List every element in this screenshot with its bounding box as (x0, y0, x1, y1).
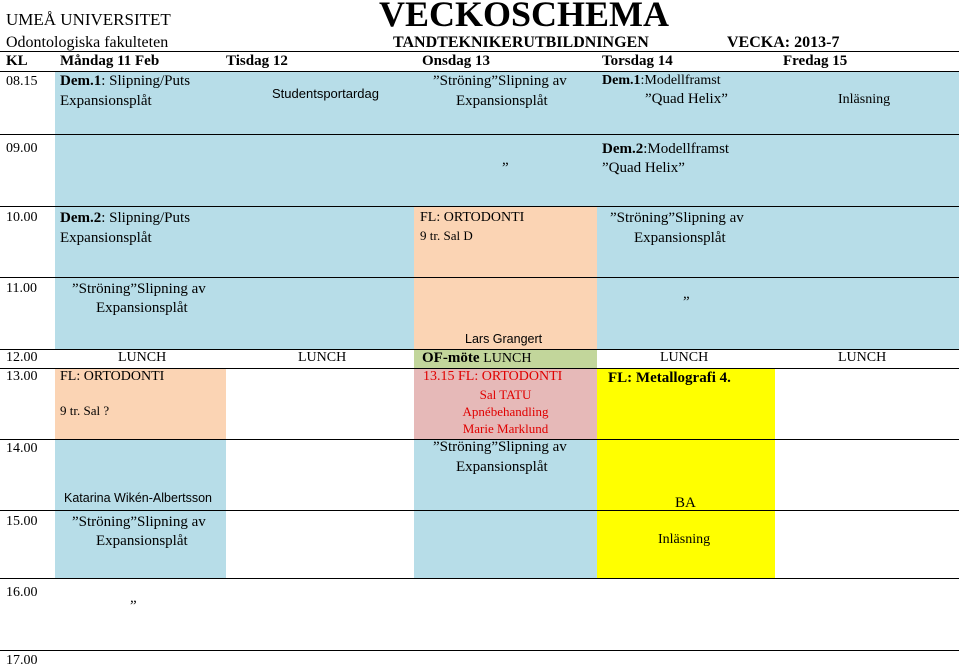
time-1200: 12.00 (6, 350, 38, 365)
grid-line (0, 578, 959, 579)
tue-blue-column (226, 71, 414, 349)
grid-line (0, 71, 959, 72)
wed-s815-line2: Expansionsplåt (456, 93, 548, 109)
time-1400: 14.00 (6, 441, 38, 456)
thu-dem2-rest: :Modellframst (643, 141, 730, 157)
mon-dem2-sub: Expansionsplåt (60, 230, 152, 246)
thu-inlasning: Inläsning (658, 532, 711, 547)
day-thursday: Torsdag 14 (602, 53, 673, 69)
time-1500: 15.00 (6, 514, 38, 529)
mon-fl-line2: 9 tr. Sal ? (60, 403, 110, 418)
thu-dem2 (602, 141, 729, 158)
thu-s10-line1: ”Ströning”Slipning av (610, 210, 744, 226)
page-title: VECKOSCHEMA (379, 0, 670, 34)
grid-line (0, 277, 959, 278)
thu-s10-line2: Expansionsplåt (634, 230, 726, 246)
thu-ba: BA (675, 495, 696, 511)
mon-fl-teacher: Katarina Wikén-Albertsson (64, 491, 212, 505)
mon-dem2-prefix: Dem.2 (60, 210, 102, 226)
faculty-name: Odontologiska fakulteten (6, 34, 169, 51)
wed-s13-line1: 13.15 FL: ORTODONTI (423, 369, 563, 384)
wed-fl-line1: FL: ORTODONTI (420, 210, 525, 225)
time-1000: 10.00 (6, 210, 38, 225)
mon-fl-line1: FL: ORTODONTI (60, 369, 165, 384)
mon-s16-ditto: ” (130, 598, 137, 614)
mon-s11-line2: Expansionsplåt (96, 300, 188, 316)
day-friday: Fredag 15 (783, 53, 848, 69)
week-label: VECKA: 2013-7 (727, 34, 840, 51)
day-monday: Måndag 11 Feb (60, 53, 160, 69)
thu-dem2-sub: ”Quad Helix” (602, 160, 685, 176)
thu-fl: FL: Metallografi 4. (608, 370, 731, 386)
thu-dem2-prefix: Dem.2 (602, 141, 644, 157)
time-0900: 09.00 (6, 141, 38, 156)
mon-dem1-rest: : Slipning/Puts (101, 73, 191, 89)
time-1100: 11.00 (6, 281, 37, 296)
grid-line (0, 650, 959, 651)
thu-s11-ditto: ” (683, 294, 690, 310)
wed-ofmote (422, 350, 531, 367)
grid-line (0, 206, 959, 207)
program-name: TANDTEKNIKERUTBILDNINGEN (393, 34, 649, 51)
tue-sport: Studentsportardag (272, 86, 379, 101)
wed-fl-line2: 9 tr. Sal D (420, 228, 473, 243)
tue-lunch: LUNCH (298, 350, 347, 365)
wed-s14-line1: ”Ströning”Slipning av (433, 439, 567, 455)
fri-blue-morning (775, 71, 959, 349)
mon-s15-line1: ”Ströning”Slipning av (72, 514, 206, 530)
thu-lunch: LUNCH (660, 350, 709, 365)
wed-lunch: LUNCH (483, 351, 532, 366)
thu-dem1-rest: :Modellframst (640, 73, 721, 88)
mon-dem1 (60, 73, 190, 90)
day-wednesday: Onsdag 13 (422, 53, 490, 69)
wed-s13-line3: Apnébehandling (462, 404, 549, 419)
kl-header: KL (6, 53, 28, 69)
grid-line (0, 134, 959, 135)
time-0815: 08.15 (6, 74, 38, 89)
grid-line (0, 510, 959, 511)
fri-inlasning: Inläsning (838, 92, 891, 107)
mon-dem2-rest: : Slipning/Puts (101, 210, 191, 226)
day-tuesday: Tisdag 12 (226, 53, 288, 69)
time-1600: 16.00 (6, 585, 38, 600)
mon-dem1-prefix: Dem.1 (60, 73, 102, 89)
time-1700: 17.00 (6, 653, 38, 668)
wed-s13-line4: Marie Marklund (462, 421, 549, 436)
thu-dem1-sub: ”Quad Helix” (645, 91, 728, 107)
wed-s9-ditto: ” (502, 160, 509, 176)
wed-teacher: Lars Grangert (465, 332, 543, 346)
wed-s815-line1: ”Ströning”Slipning av (433, 73, 567, 89)
thu-dem1 (602, 73, 721, 89)
mon-dem1-sub: Expansionsplåt (60, 93, 152, 109)
university-name: UMEÅ UNIVERSITET (6, 10, 171, 29)
mon-blue-afternoon (55, 439, 226, 578)
mon-s15-line2: Expansionsplåt (96, 533, 188, 549)
fri-lunch: LUNCH (838, 350, 887, 365)
wed-s13-line2: Sal TATU (479, 387, 532, 402)
thu-dem1-prefix: Dem.1 (602, 73, 641, 88)
time-1300: 13.00 (6, 369, 38, 384)
wed-blue-morning (414, 71, 597, 206)
wed-ofmote-label: OF-möte (422, 350, 480, 366)
mon-s11-line1: ”Ströning”Slipning av (72, 281, 206, 297)
wed-s14-line2: Expansionsplåt (456, 459, 548, 475)
mon-lunch: LUNCH (118, 350, 167, 365)
mon-dem2 (60, 210, 190, 227)
